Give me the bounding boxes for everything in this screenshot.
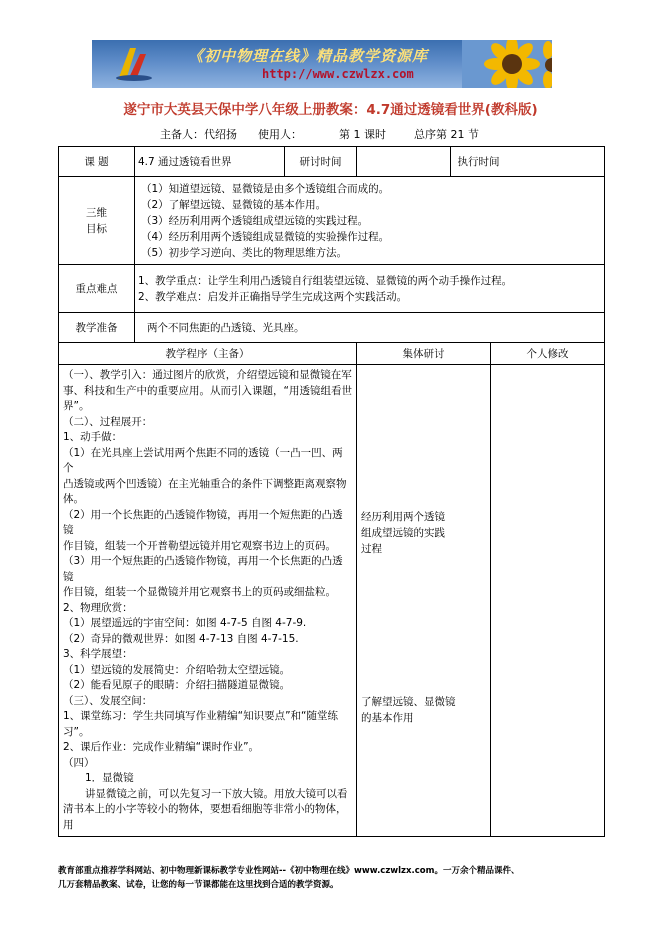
procedure-line: 事、科技和生产中的重要应用。从而引入课题，“用透镜组看世 [63,384,352,397]
objectives-label-line1: 三维 [86,206,107,219]
research-time-label: 研讨时间 [285,147,357,177]
footer-line1: 教育部重点推荐学科网站、初中物理新课标教学专业性网站--《初中物理在线》www.czwlzx.com。一万余个精品课件、 [58,866,520,876]
key-points-row [59,265,605,313]
banner-url: http://www.czwlzx.com [262,67,414,81]
procedure-line: 作目镜，组装一个显微镜并用它观察书上的页码或细盐粒。 [63,586,336,598]
key-points-list [135,265,605,313]
process-header-row [59,343,605,365]
topic-label: 课 题 [59,147,135,177]
period-label: 第 1 课时 [339,128,386,141]
objective-item: （5）初步学习逆向、类比的物理思维方法。 [141,246,348,259]
personal-edit-content [491,365,605,837]
objectives-row [59,177,605,265]
procedure-line: 清书本上的小字等较小的物体，要想看细胞等非常小的物体，用 [63,803,347,831]
footer-line2: 几万套精品教案、试卷，让您的每一节课都能在这里找到合适的教学资源。 [58,880,339,890]
exec-time-cell [457,147,605,177]
procedure-line: （四） [63,756,95,769]
site-banner [92,40,552,88]
research-time-value [357,147,451,177]
group-note-line: 组成望远镜的实践 [361,527,445,539]
procedure-line: （2）用一个长焦距的凸透镜作物镜，再用一个短焦距的凸透镜 [63,508,343,536]
procedure-line: 作目镜，组装一个开普勒望远镜并用它观察书边上的页码。 [63,539,336,552]
procedure-line: 1、课堂练习：学生共同填写作业精编“知识要点”和“随堂练 [63,710,338,722]
objectives-label-line2: 目标 [86,222,107,235]
sunflower-icon [462,40,552,88]
topic-value: 4.7 通过透镜看世界 [135,147,285,177]
procedure-line: （1）望远镜的发展简史：介绍哈勃太空望远镜。 [63,663,291,676]
group-note-line: 过程 [361,543,382,555]
sequence-label: 总序第 21 节 [414,128,479,141]
objective-item: （2）了解望远镜、显微镜的基本作用。 [141,198,327,211]
prep-row [59,313,605,343]
objective-item: （3）经历利用两个透镜组成望远镜的实践过程。 [141,214,369,227]
procedure-line: 1、动手做： [63,431,123,443]
procedure-line: 界”。 [63,400,90,412]
process-body-row [59,365,605,837]
procedure-line: （3）用一个短焦距的凸透镜作物镜，再用一个长焦距的凸透镜 [63,555,343,583]
procedure-line: （1）展望遥远的宇宙空间：如图 4-7-5 自图 4-7-9. [63,617,307,629]
site-logo-icon [114,44,154,84]
prep-value: 两个不同焦距的凸透镜、光具座。 [135,313,605,343]
procedure-line: 习”。 [63,725,90,738]
spacer [361,557,486,694]
user-label: 使用人： [258,128,302,141]
procedure-content [59,365,357,837]
personal-edit-header: 个人修改 [491,343,605,365]
procedure-line: 2、课后作业：完成作业精编“课时作业”。 [63,741,260,753]
procedure-line: 1．显微镜 [85,772,134,784]
objective-item: （1）知道望远镜、显微镜是由多个透镜组合而成的。 [141,182,390,195]
procedure-line: 2、物理欣赏： [63,601,133,614]
procedure-line: （2）奇异的微观世界：如图 4-7-13 自图 4-7-15. [63,632,299,645]
procedure-line: （二）、过程展开： [63,415,153,428]
page-footer [58,864,618,892]
procedure-line: （2）能看见原子的眼睛：介绍扫描隧道显微镜。 [63,679,291,691]
document-title: 遂宁市大英县天保中学八年级上册教案：4.7通过透镜看世界(教科版) [123,102,538,118]
objectives-label [59,177,135,265]
topic-row [59,147,605,177]
procedure-line: （三）、发展空间： [63,694,153,707]
group-research-header: 集体研讨 [357,343,491,365]
exec-time-text: 执行时间 [457,155,500,168]
procedure-line: 讲显微镜之前，可以先复习一下放大镜。用放大镜可以看 [85,787,348,800]
group-note-line: 了解望远镜、显微镜 [361,696,456,708]
group-note-line: 的基本作用 [361,712,414,724]
procedure-header: 教学程序（主备） [59,343,357,365]
key-point-item: 2、教学难点：启发并正确指导学生完成这两个实践活动。 [138,290,408,303]
banner-title: 《初中物理在线》精品教学资源库 [188,47,429,65]
objectives-list [135,177,605,265]
procedure-line: （一）、教学引入：通过图片的欣赏，介绍望远镜和显微镜在军 [63,369,352,381]
objective-item: （4）经历利用两个透镜组成显微镜的实验操作过程。 [141,230,390,243]
group-research-content [357,365,491,837]
author-label: 主备人：代绍扬 [160,128,237,141]
procedure-line: （1）在光具座上尝试用两个焦距不同的透镜（一凸一凹、两个 [63,446,343,474]
procedure-line: 3、科学展望： [63,648,133,660]
key-points-label: 重点难点 [59,265,135,313]
key-point-item: 1、教学重点：让学生利用凸透镜自行组装望远镜、显微镜的两个动手操作过程。 [138,274,513,287]
procedure-line: 凸透镜或两个凹透镜）在主光轴重合的条件下调整距离观察物体。 [63,477,347,505]
prep-label: 教学准备 [59,313,135,343]
lesson-plan-table [58,146,605,837]
group-note-line: 经历利用两个透镜 [361,511,445,523]
spacer [361,365,486,509]
